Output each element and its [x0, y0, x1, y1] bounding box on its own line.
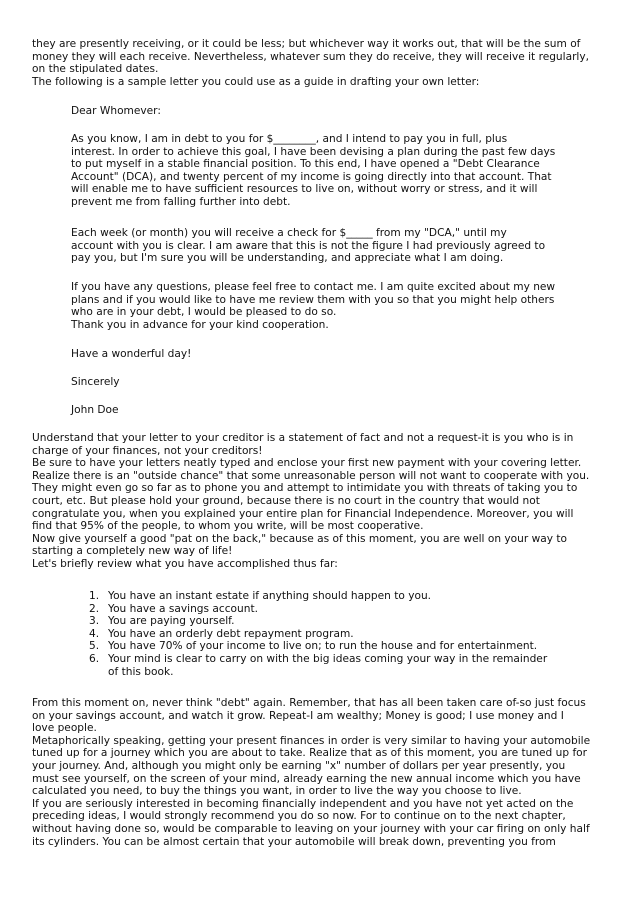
intro-paragraph	[32, 38, 589, 88]
text-line: Now give yourself a good "pat on the back," because as of this moment, you are well on your way to	[32, 532, 568, 545]
text-line: Be sure to have your letters neatly typed and enclose your first new payment with your covering letter.	[32, 457, 582, 470]
text-line: charge of your finances, not your creditors!	[32, 444, 263, 457]
text-line: court, etc. But please hold your ground, because there is no court in the country that would not	[32, 494, 540, 507]
text-line: on the stipulated dates.	[32, 63, 159, 76]
list-item-continuation	[89, 666, 547, 679]
text-line: Let's briefly review what you have accomplished thus far:	[32, 557, 338, 570]
text-line: As you know, I am in debt to you for $________, and I intend to pay you in full, plus	[71, 133, 508, 145]
text-line: on your savings account, and watch it grow. Repeat-I am wealthy; Money is good; I use money and I	[32, 709, 564, 722]
letter-paragraph-1	[71, 133, 555, 209]
text-line: Realize there is an "outside chance" that some unreasonable person will not want to cooperate with you.	[32, 469, 590, 482]
text-line: must see yourself, on the screen of your mind, already earning the new annual income which you have	[32, 772, 581, 785]
text-line: If you have any questions, please feel free to contact me. I am quite excited about my new	[71, 281, 556, 293]
list-number: 4.	[89, 627, 100, 640]
list-number: 3.	[89, 615, 100, 628]
letter-closing	[71, 376, 120, 389]
list-text: Your mind is clear to carry on with the big ideas coming your way in the remainder	[108, 652, 548, 665]
text-line: starting a completely new way of life!	[32, 545, 233, 558]
list-item	[89, 615, 547, 628]
list-item	[89, 653, 547, 666]
list-text: You have 70% of your income to live on; to run the house and for entertainment.	[108, 640, 538, 653]
list-number: 1.	[89, 590, 100, 602]
text-line: Sincerely	[71, 376, 120, 388]
letter-signature	[71, 404, 119, 417]
outro-paragraph	[32, 697, 590, 848]
list-text: You have an instant estate if anything should happen to you.	[108, 590, 432, 602]
text-line: The following is a sample letter you could use as a guide in drafting your own letter:	[32, 75, 480, 88]
text-line: find that 95% of the people, to whom you write, will be most cooperative.	[32, 520, 424, 533]
list-number: 6.	[89, 652, 100, 665]
text-line: Have a wonderful day!	[71, 348, 192, 360]
text-line: Dear Whomever:	[71, 105, 161, 117]
text-line: Thank you in advance for your kind cooperation.	[71, 318, 329, 331]
letter-salutation	[71, 105, 161, 118]
letter-paragraph-3	[71, 281, 555, 331]
list-item	[89, 628, 547, 641]
text-line: who are in your debt, I would be pleased to do so.	[71, 306, 337, 319]
list-number: 5.	[89, 640, 100, 653]
list-item	[89, 590, 547, 603]
list-item	[89, 640, 547, 653]
text-line: without having done so, would be comparable to leaving on your journey with your car firing on only half	[32, 822, 590, 835]
text-line: Metaphorically speaking, getting your present finances in order is very similar to having your automobile	[32, 734, 591, 747]
text-line: If you are seriously interested in becoming financially independent and you have not yet acted on the	[32, 797, 574, 810]
text-line: Each week (or month) you will receive a check for $_____ from my "DCA," until my	[71, 227, 507, 239]
text-line: They might even go so far as to phone you and attempt to intimidate you with threats of taking you to	[32, 482, 578, 495]
text-line: From this moment on, never think "debt" again. Remember, that has all been taken care of-so just focus	[32, 697, 586, 709]
letter-paragraph-2	[71, 227, 545, 265]
list-text: You have a savings account.	[108, 602, 258, 615]
text-line: Account" (DCA), and twenty percent of my income is going directly into that account. That	[71, 170, 552, 183]
text-line: John Doe	[71, 404, 119, 416]
text-line: will enable me to have sufficient resources to live on, without worry or stress, and it will	[71, 183, 538, 196]
list-text: of this book.	[108, 665, 174, 678]
text-line: account with you is clear. I am aware that this is not the figure I had previously agreed to	[71, 239, 546, 252]
text-line: congratulate you, when you explained your entire plan for Financial Independence. Moreover, you will	[32, 507, 574, 520]
text-line: your journey. And, although you might only be earning "x" number of dollars per year presently, you	[32, 759, 566, 772]
text-line: calculated you need, to buy the things you want, in order to live the way you choose to live.	[32, 785, 522, 798]
list-item	[89, 603, 547, 616]
text-line: interest. In order to achieve this goal, I have been devising a plan during the past few days	[71, 145, 556, 158]
text-line: plans and if you would like to have me review them with you so that you might help others	[71, 293, 555, 306]
text-line: they are presently receiving, or it could be less; but whichever way it works out, that will be the sum of	[32, 38, 581, 50]
accomplishments-list	[89, 590, 547, 678]
text-line: love people.	[32, 722, 97, 735]
text-line: Understand that your letter to your creditor is a statement of fact and not a request-it is you who is in	[32, 432, 574, 444]
text-line: pay you, but I'm sure you will be understanding, and appreciate what I am doing.	[71, 252, 504, 265]
text-line: preceding ideas, I would strongly recommend you do so now. For to continue on to the next chapter,	[32, 810, 566, 823]
text-line: its cylinders. You can be almost certain that your automobile will break down, preventing you from	[32, 835, 556, 848]
list-text: You are paying yourself.	[108, 615, 235, 628]
text-line: prevent me from falling further into debt.	[71, 195, 291, 208]
list-text: You have an orderly debt repayment program.	[108, 627, 354, 640]
list-number: 2.	[89, 602, 100, 615]
middle-paragraph	[32, 432, 589, 571]
text-line: to put myself in a stable financial position. To this end, I have opened a "Debt Clearance	[71, 158, 540, 171]
letter-farewell	[71, 348, 191, 361]
text-line: money they will each receive. Nevertheless, whatever sum they do receive, they will receive it regularly,	[32, 50, 590, 63]
text-line: tuned up for a journey which you are about to take. Realize that as of this moment, you are tuned up for	[32, 747, 588, 760]
